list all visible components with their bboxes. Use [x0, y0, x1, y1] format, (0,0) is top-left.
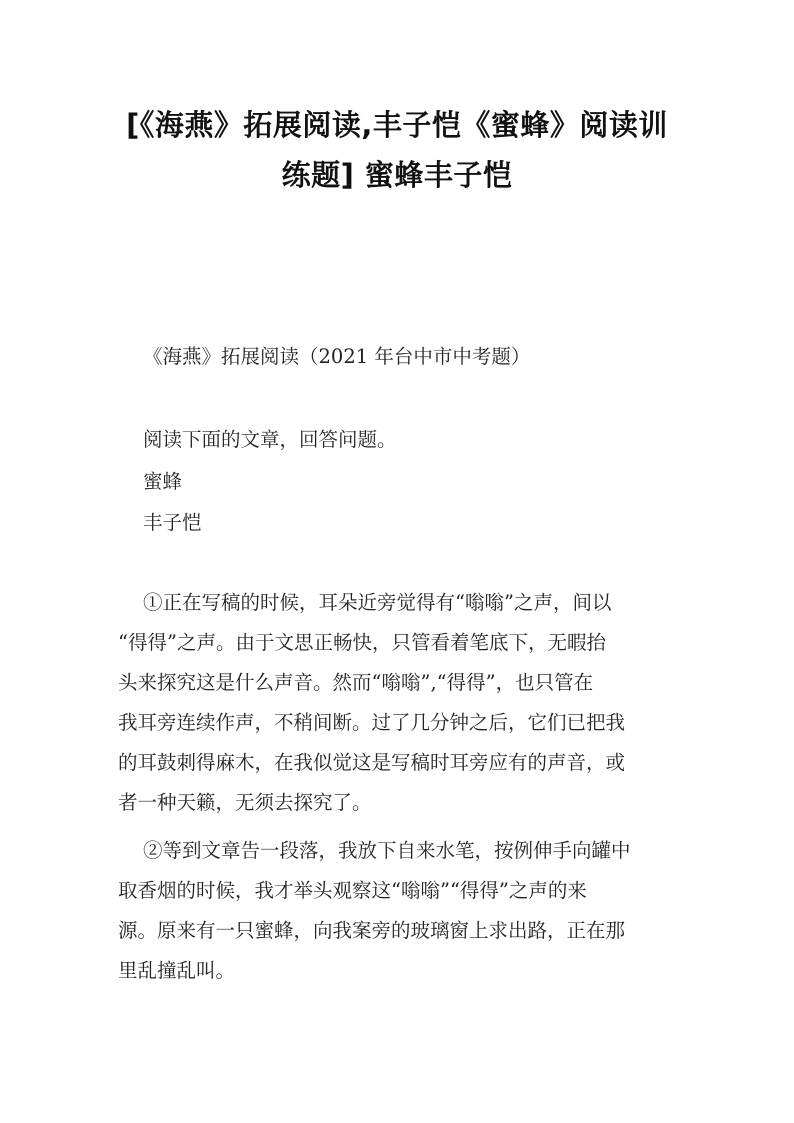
paragraph-1-line: ①正在写稿的时候，耳朵近旁觉得有“嗡嗡”之声，间以: [143, 591, 612, 614]
source-line: 《海燕》拓展阅读（2021 年台中市中考题）: [143, 345, 531, 368]
article-title: 蜜蜂: [143, 470, 183, 493]
paragraph-1-line: 者一种天籁，无须去探究了。: [118, 791, 372, 814]
document-title: [100, 100, 694, 200]
title-line-1: [《海燕》拓展阅读,丰子恺《蜜蜂》阅读训: [126, 108, 668, 142]
paragraph-1-line: 我耳旁连续作声，不稍间断。过了几分钟之后，它们已把我: [118, 711, 626, 734]
instruction-line: 阅读下面的文章，回答问题。: [143, 428, 397, 451]
paragraph-1-line: 头来探究这是什么声音。然而“嗡嗡”,“得得”，也只管在: [118, 671, 594, 694]
paragraph-2-line: ②等到文章告一段落，我放下自来水笔，按例伸手向罐中: [143, 839, 631, 862]
paragraph-2-line: 源。原来有一只蜜蜂，向我案旁的玻璃窗上求出路，正在那: [118, 919, 626, 942]
paragraph-1-line: 的耳鼓刺得麻木，在我似觉这是写稿时耳旁应有的声音，或: [118, 751, 626, 774]
title-line-2: 练题] 蜜蜂丰子恺: [281, 158, 513, 192]
paragraph-2: [118, 831, 678, 991]
paragraph-1: [118, 583, 678, 823]
paragraph-1-line: “得得”之声。由于文思正畅快，只管看着笔底下，无暇抬: [118, 631, 606, 654]
paragraph-2-line: 取香烟的时候，我才举头观察这“嗡嗡”“得得”之声的来: [118, 879, 587, 902]
paragraph-2-line: 里乱撞乱叫。: [118, 959, 236, 982]
article-author: 丰子恺: [143, 511, 202, 534]
